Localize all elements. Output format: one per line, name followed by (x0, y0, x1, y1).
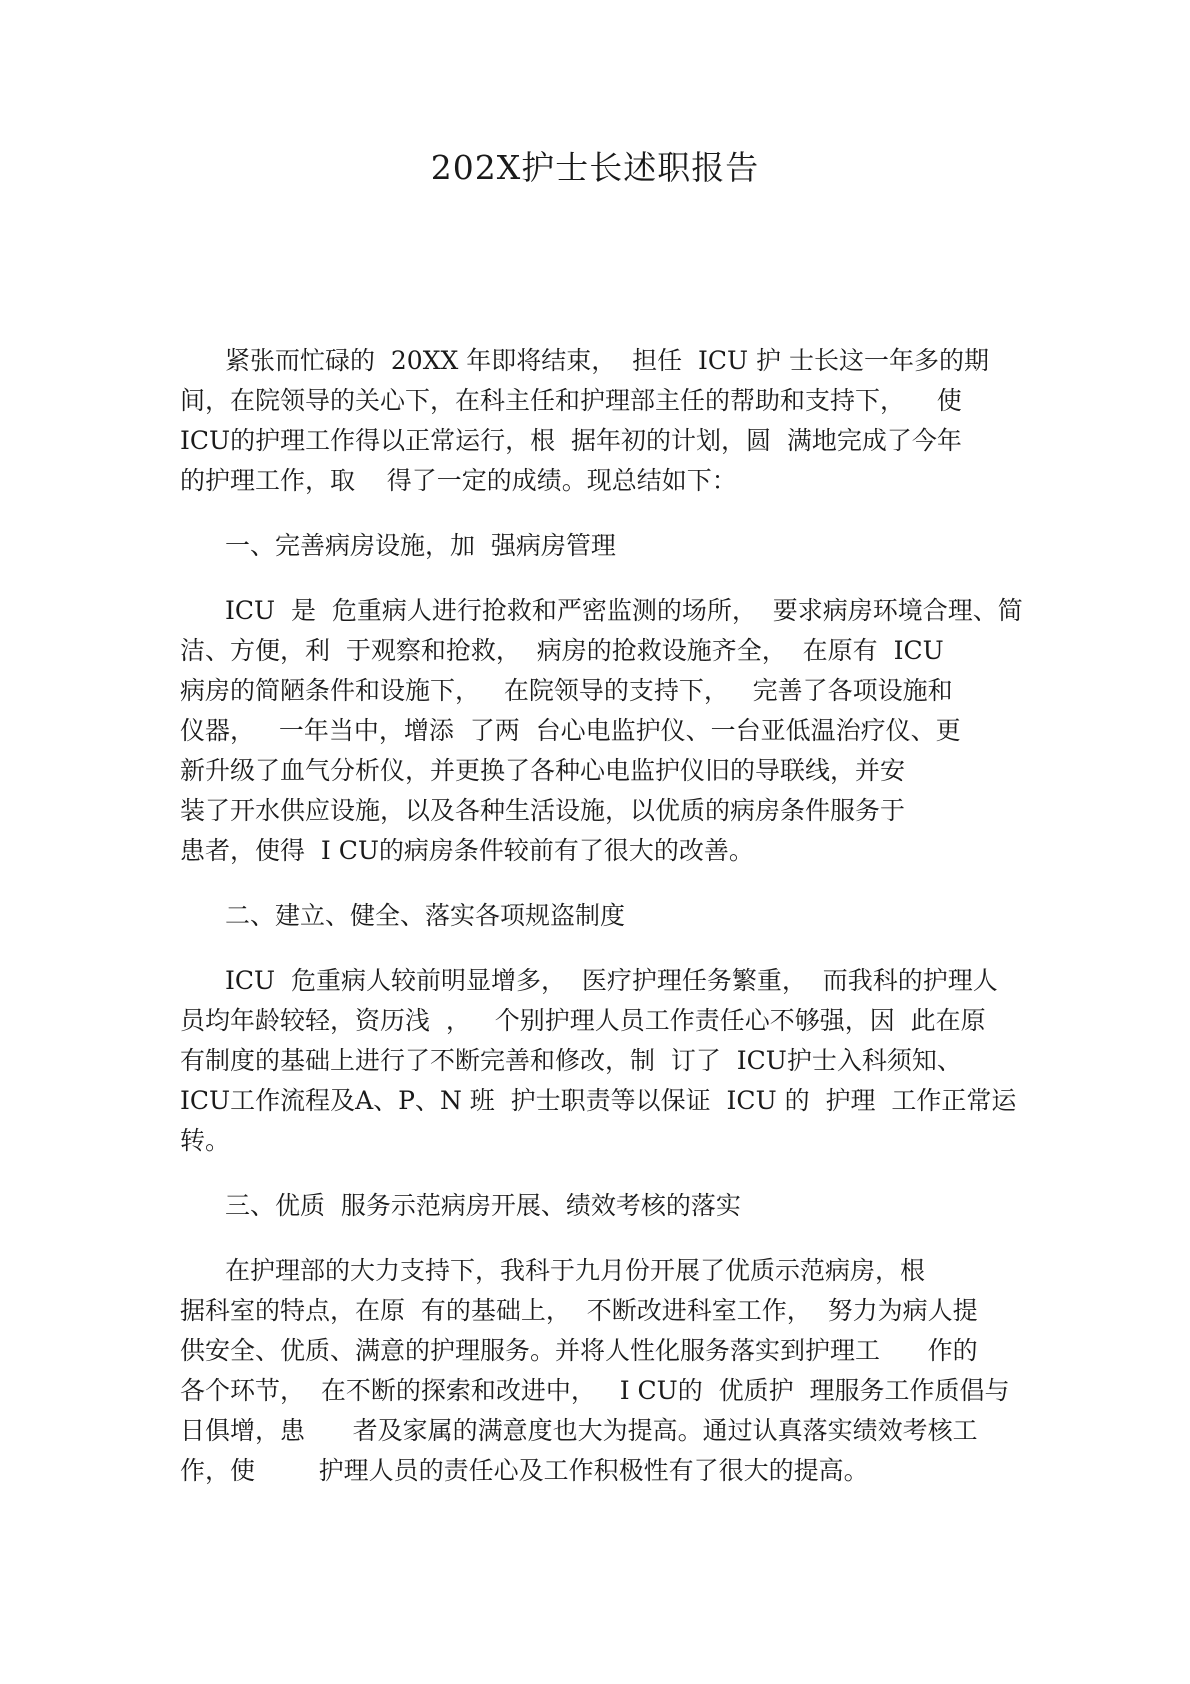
section-heading: 二、建立、健全、落实各项规盗制度 (225, 901, 626, 930)
paragraph-line: 供安全、优质、满意的护理服务。并将人性化服务落实到护理工 作的 (180, 1336, 978, 1365)
paragraph-line: 在护理部的大力支持下，我科于九月份开展了优质示范病房，根 (225, 1256, 926, 1285)
paragraph-line: 转。 (180, 1126, 231, 1155)
section-heading: 三、优质 服务示范病房开展、绩效考核的落实 (225, 1191, 741, 1220)
document-body (180, 341, 1030, 1491)
intro-line: 间，在院领导的关心下，在科主任和护理部主任的帮助和支持下， 使 (180, 386, 962, 415)
paragraph-line: 新升级了血气分析仪，并更换了各种心电监护仪旧的导联线，并安 (180, 756, 906, 785)
intro-line: 紧张而忙碌的 20XX 年即将结束， 担任 ICU 护 士长这一年多的期 (225, 346, 990, 375)
paragraph-line: 日俱增，患 者及家属的满意度也大为提高。通过认真落实绩效考核工 (180, 1416, 978, 1445)
paragraph-line: ICU 危重病人较前明显增多， 医疗护理任务繁重， 而我科的护理人 (225, 966, 998, 995)
section-heading: 一、完善病房设施，加 强病房管理 (225, 531, 616, 560)
paragraph-line: 据科室的特点，在原 有的基础上， 不断改进科室工作， 努力为病人提 (180, 1296, 978, 1325)
intro-line: 的护理工作，取 得了一定的成绩。现总结如下： (180, 466, 737, 495)
paragraph-line: 患者，使得 I CU的病房条件较前有了很大的改善。 (180, 836, 754, 865)
paragraph-line: 作，使 护理人员的责任心及工作积极性有了很大的提高。 (180, 1456, 869, 1485)
paragraph-line: 仪器， 一年当中，增添 了两 台心电监护仪、一台亚低温治疗仪、更 (180, 716, 961, 745)
paragraph-line: 洁、方便，利 于观察和抢救， 病房的抢救设施齐全， 在原有 ICU (180, 636, 944, 665)
paragraph-line: 装了开水供应设施，以及各种生活设施，以优质的病房条件服务于 (180, 796, 906, 825)
paragraph-line: ICU工作流程及A、P、N 班 护士职责等以保证 ICU 的 护理 工作正常运 (180, 1086, 1017, 1115)
paragraph-line: 员均年龄较轻，资历浅 ， 个别护理人员工作责任心不够强，因 此在原 (180, 1006, 986, 1035)
intro-line: ICU的护理工作得以正常运行，根 据年初的计划，圆 满地完成了今年 (180, 426, 962, 455)
paragraph-line: ICU 是 危重病人进行抢救和严密监测的场所， 要求病房环境合理、简 (225, 596, 1023, 625)
paragraph-line: 病房的简陋条件和设施下， 在院领导的支持下， 完善了各项设施和 (180, 676, 953, 705)
document-title: 202X护士长述职报告 (430, 148, 760, 187)
paragraph-line: 有制度的基础上进行了不断完善和修改，制 订了 ICU护士入科须知、 (180, 1046, 962, 1075)
paragraph-line: 各个环节， 在不断的探索和改进中， I CU的 优质护 理服务工作质倡与 (180, 1376, 1010, 1405)
